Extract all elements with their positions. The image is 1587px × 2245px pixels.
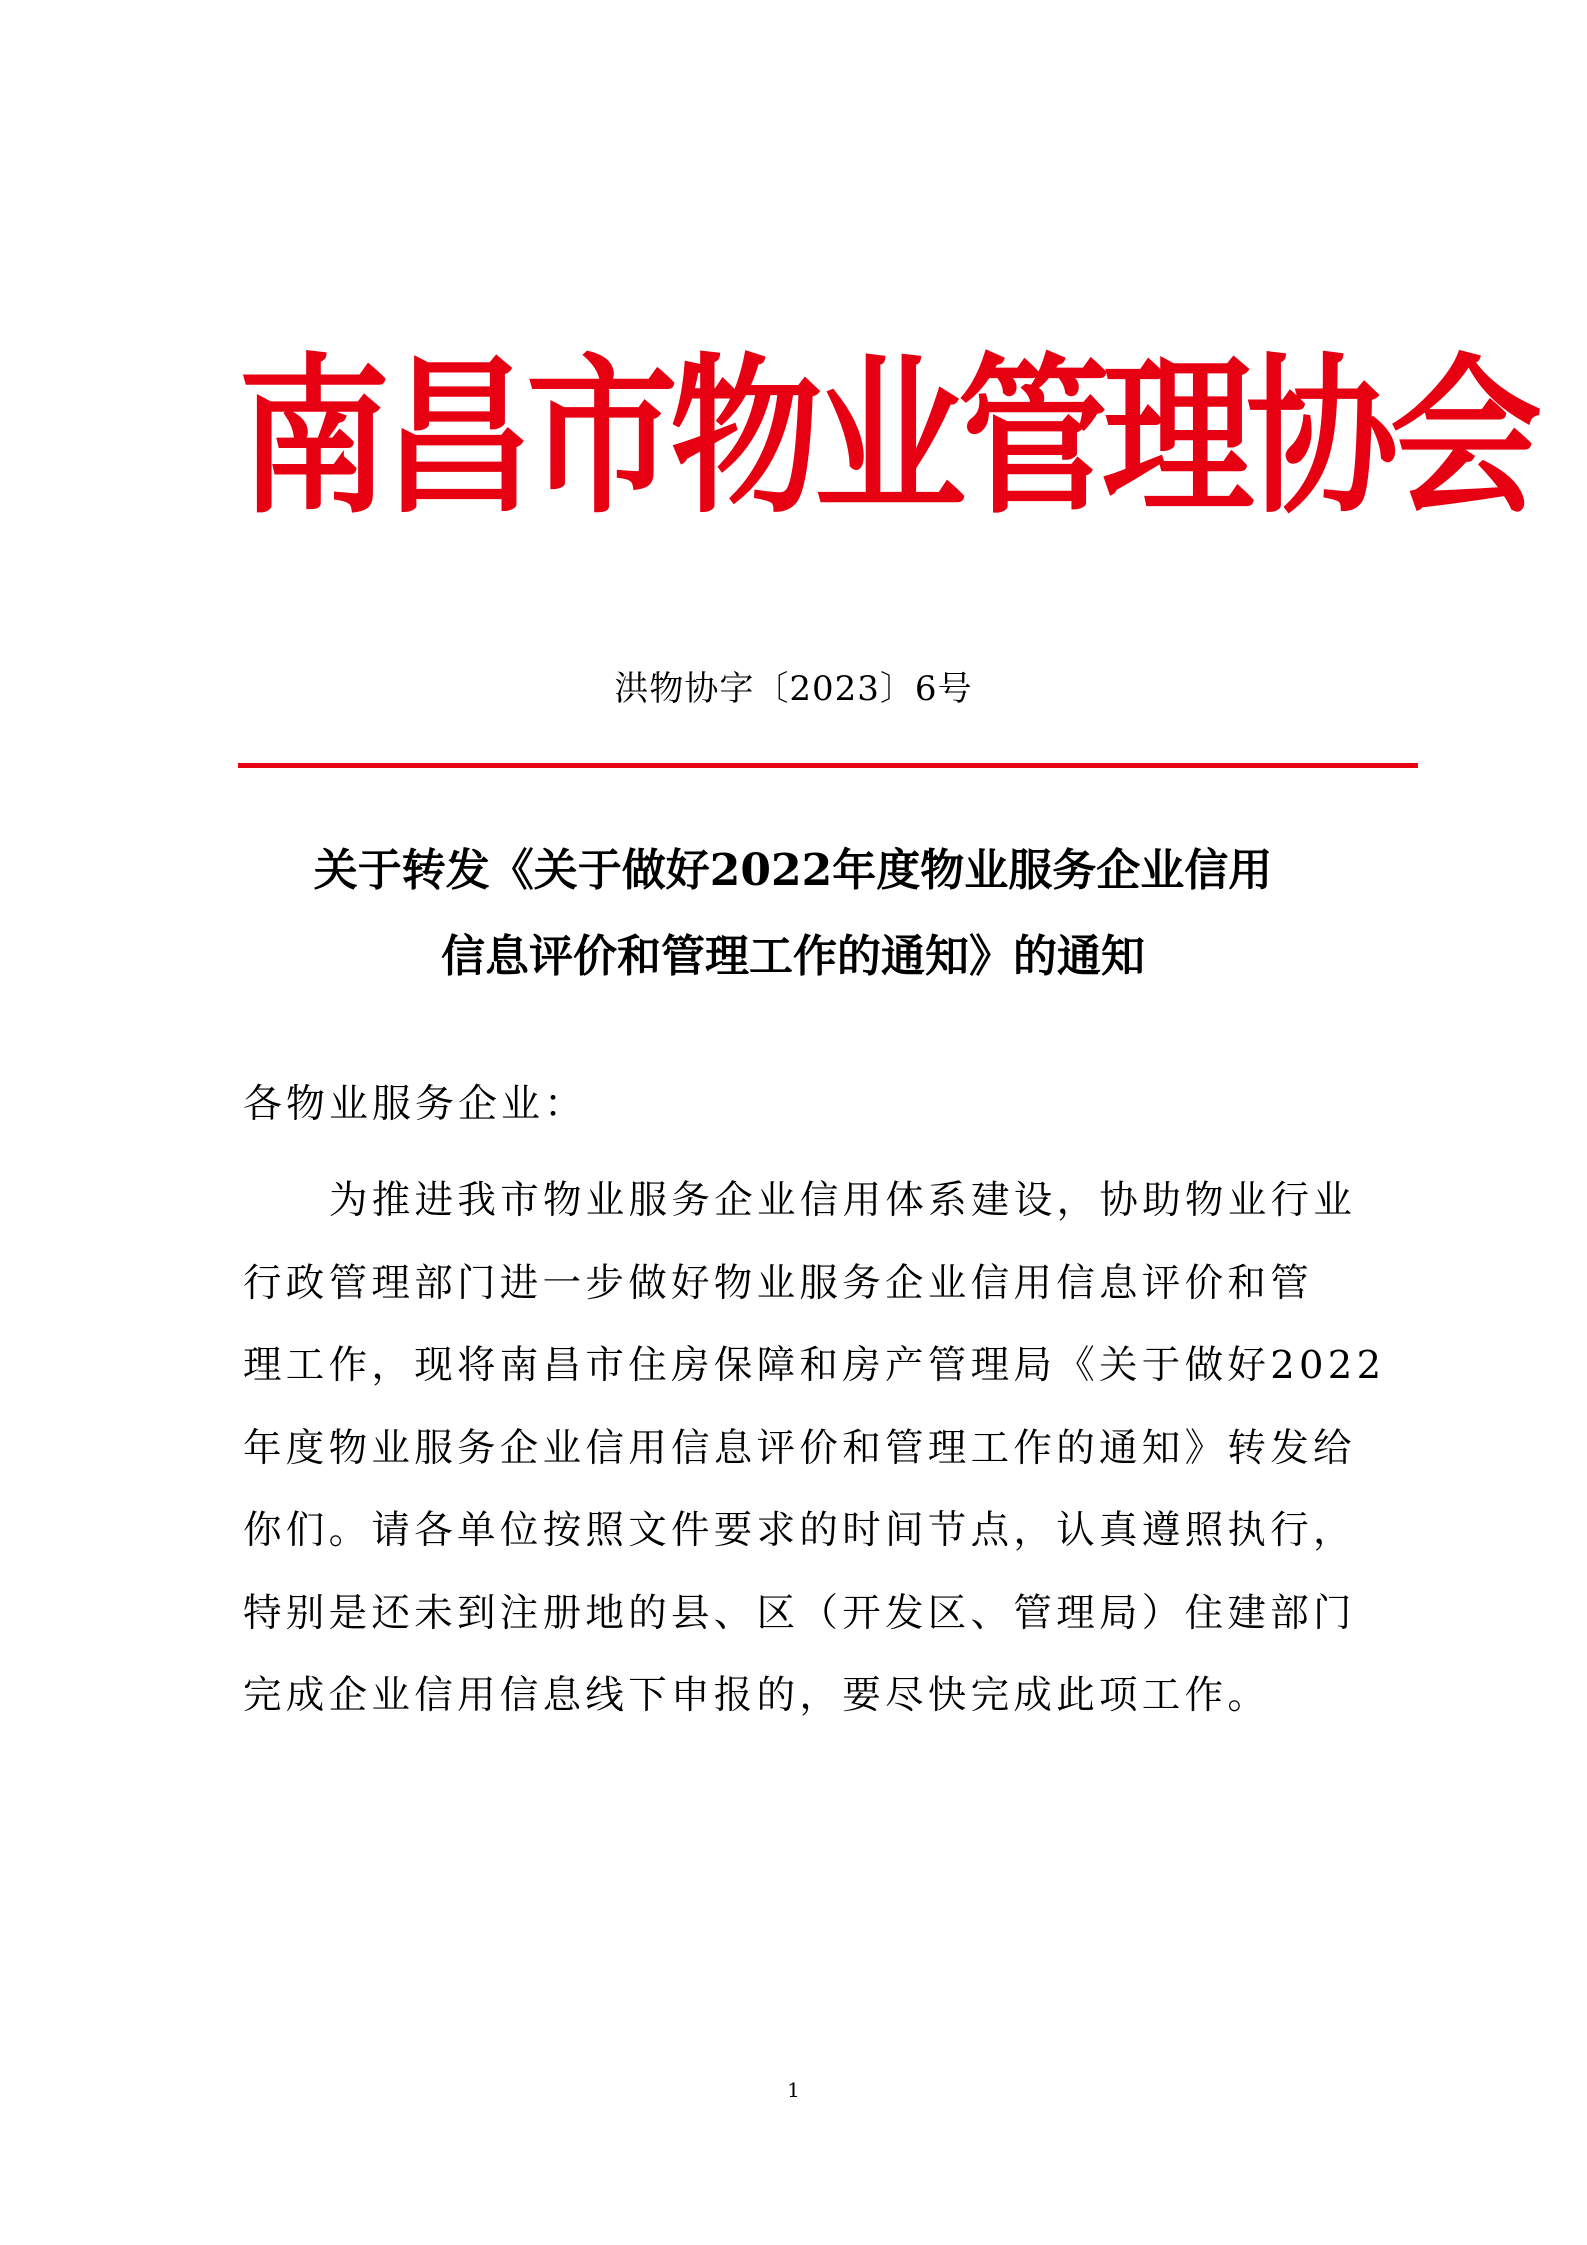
body-line: 完成企业信用信息线下申报的，要尽快完成此项工作。: [243, 1673, 1271, 1718]
salutation: 各物业服务企业：: [243, 1082, 588, 1127]
body-line: 特别是还未到注册地的县、区（开发区、管理局）住建部门: [243, 1590, 1356, 1636]
title-line-2: 信息评价和管理工作的通知》的通知: [441, 931, 1145, 982]
page-number: 1: [787, 2078, 800, 2102]
red-divider-line: [238, 763, 1418, 768]
document-number: 洪物协字〔2023〕6号: [614, 669, 973, 709]
document-title: [238, 828, 1348, 1000]
body-line: 年度物业服务企业信用信息评价和管理工作的通知》转发给: [243, 1425, 1356, 1471]
body-line: 行政管理部门进一步做好物业服务企业信用信息评价和管: [243, 1260, 1314, 1306]
title-line-1: 关于转发《关于做好2022年度物业服务企业信用: [313, 845, 1273, 896]
body-paragraph: [243, 1160, 1386, 1738]
body-line: 你们。请各单位按照文件要求的时间节点，认真遵照执行，: [243, 1508, 1356, 1553]
body-line: 理工作，现将南昌市住房保障和房产管理局《关于做好2022: [243, 1343, 1386, 1388]
body-line: 为推进我市物业服务企业信用体系建设，协助物业行业: [329, 1178, 1357, 1223]
masthead-organization-name: 南昌市物业管理协会: [238, 338, 1534, 537]
